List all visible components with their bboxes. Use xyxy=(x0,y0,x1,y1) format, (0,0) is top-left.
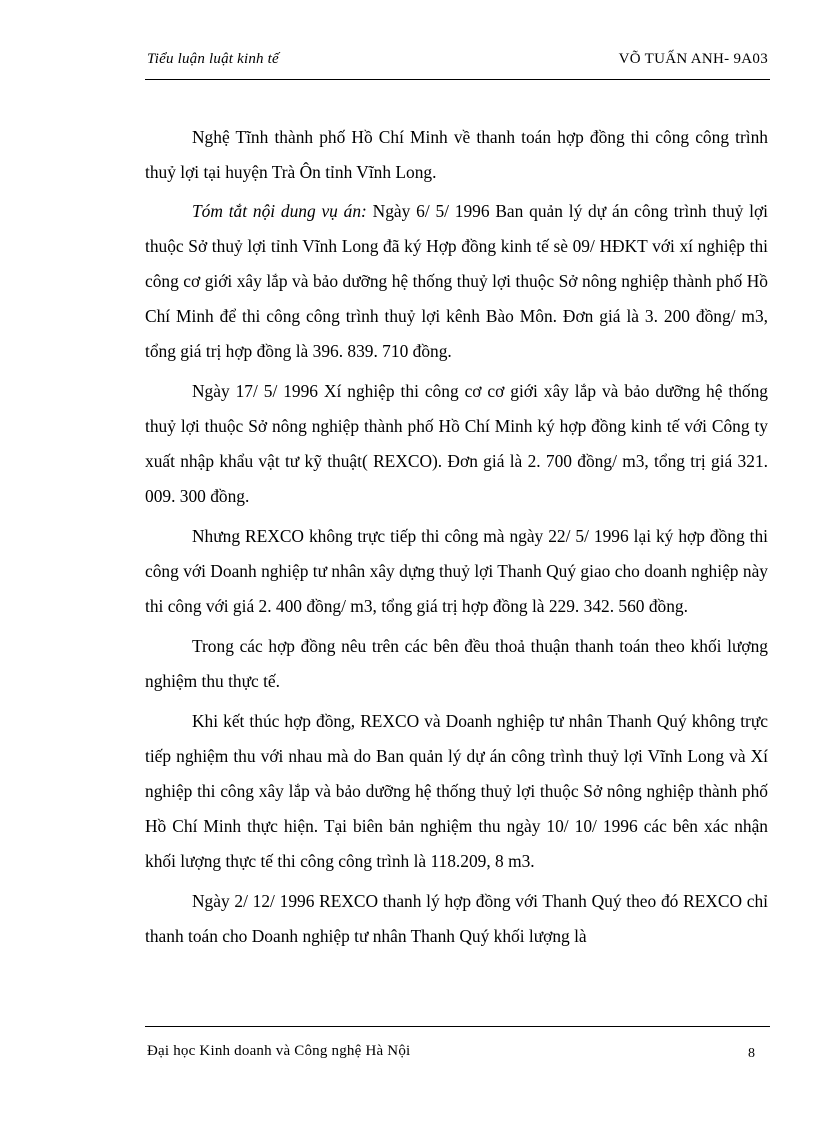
header-divider xyxy=(145,79,770,80)
case-summary-label: Tóm tắt nội dung vụ án: xyxy=(192,201,367,221)
document-body xyxy=(145,120,768,954)
footer-divider xyxy=(145,1026,770,1027)
page-number: 8 xyxy=(748,1046,755,1061)
paragraph-5: Trong các hợp đồng nêu trên các bên đều thoả thuận thanh toán theo khối lượng nghiệm thu thực tế. xyxy=(145,636,768,691)
paragraph-4: Nhưng REXCO không trực tiếp thi công mà ngày 22/ 5/ 1996 lại ký hợp đồng thi công với Doanh nghiệp tư nhân xây dựng thuỷ lợi Thanh Quý giao cho doanh nghiệp này thi công với giá 2. 400 đồng/ m3, tổng giá trị hợp đồng là 229. 342. 560 đồng. xyxy=(145,526,768,616)
running-footer-institution: Đại học Kinh doanh và Công nghệ Hà Nội xyxy=(147,1043,411,1059)
paragraph-1: Nghệ Tĩnh thành phố Hồ Chí Minh về thanh toán hợp đồng thi công công trình thuỷ lợi tại huyện Trà Ôn tỉnh Vĩnh Long. xyxy=(145,127,768,182)
running-header-title: Tiểu luận luật kinh tế xyxy=(147,51,279,67)
paragraph-3: Ngày 17/ 5/ 1996 Xí nghiệp thi công cơ cơ giới xây lắp và bảo dưỡng hệ thống thuỷ lợi thuộc Sở nông nghiệp thành phố Hồ Chí Minh ký hợp đồng kinh tế với Công ty xuất nhập khẩu vật tư kỹ thuật( REXCO). Đơn giá là 2. 700 đồng/ m3, tổng trị giá 321. 009. 300 đồng. xyxy=(145,381,768,506)
paragraph-6: Khi kết thúc hợp đồng, REXCO và Doanh nghiệp tư nhân Thanh Quý không trực tiếp nghiệm thu với nhau mà do Ban quản lý dự án công trình thuỷ lợi Vĩnh Long và Xí nghiệp thi công xây lắp và bảo dưỡng hệ thống thuỷ lợi thuộc Sở nông nghiệp thành phố Hồ Chí Minh thực hiện. Tại biên bản nghiệm thu ngày 10/ 10/ 1996 các bên xác nhận khối lượng thực tế thi công công trình là 118.209, 8 m3. xyxy=(145,711,768,871)
paragraph-7: Ngày 2/ 12/ 1996 REXCO thanh lý hợp đồng với Thanh Quý theo đó REXCO chỉ thanh toán cho Doanh nghiệp tư nhân Thanh Quý khối lượng là xyxy=(145,891,768,946)
case-summary-text: Ngày 6/ 5/ 1996 Ban quản lý dự án công trình thuỷ lợi thuộc Sở thuỷ lợi tỉnh Vĩnh Long đã ký Hợp đồng kinh tế sè 09/ HĐKT với xí nghiệp thi công cơ giới xây lắp và bảo dưỡng hệ thống thuỷ lợi thuộc Sở nông nghiệp thành phố Hồ Chí Minh để thi công công trình thuỷ lợi kênh Bào Môn. Đơn giá là 3. 200 đồng/ m3, tổng giá trị hợp đồng là 396. 839. 710 đồng. xyxy=(145,201,768,361)
paragraph-case-summary xyxy=(145,194,768,369)
running-header-author: VÕ TUẤN ANH- 9A03 xyxy=(618,51,768,67)
